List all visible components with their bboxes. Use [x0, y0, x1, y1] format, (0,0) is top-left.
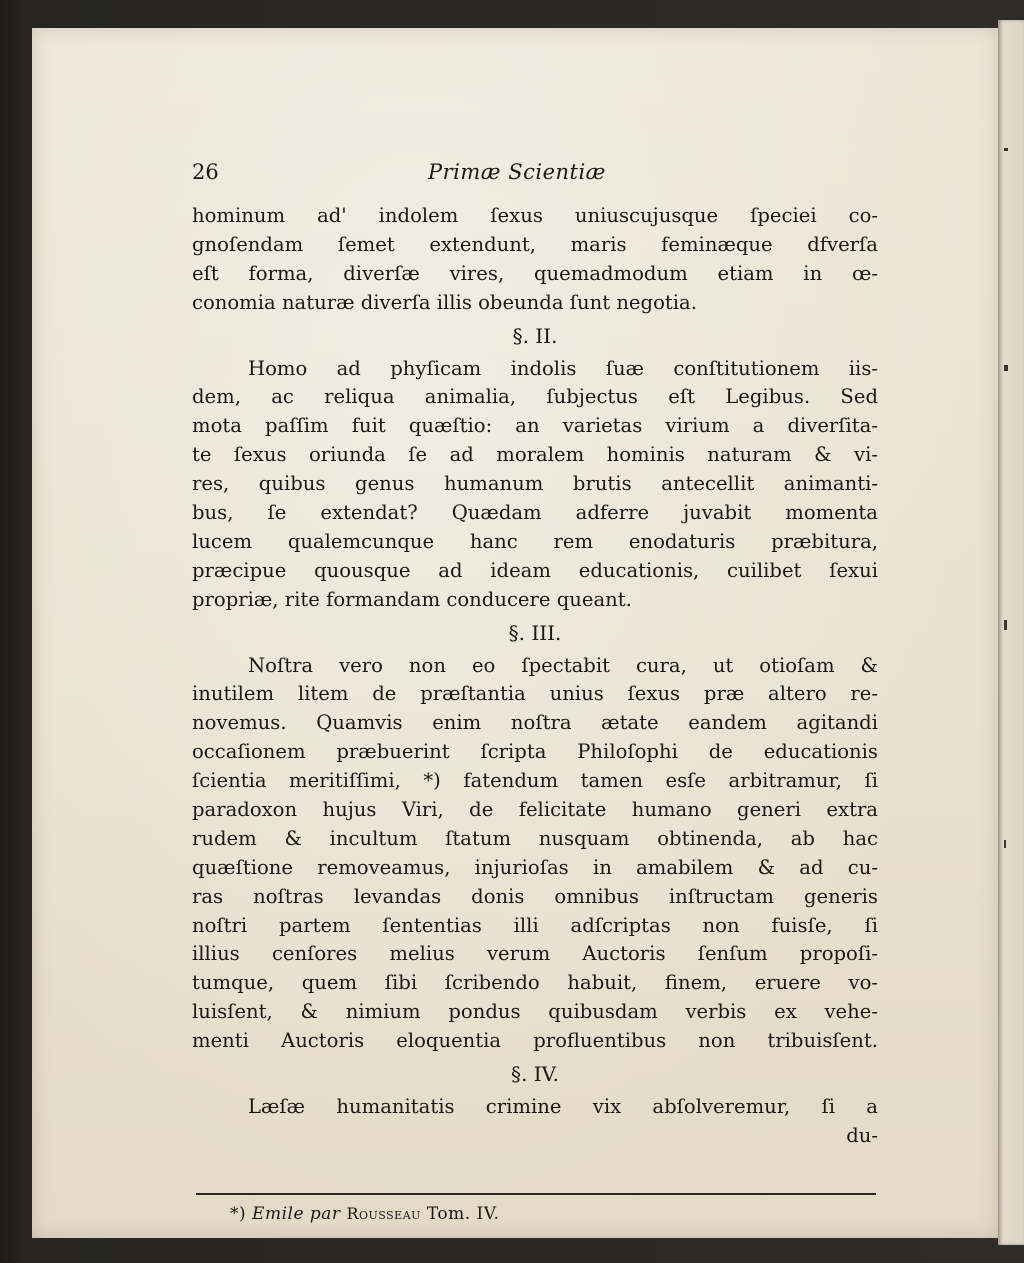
text-line: præcipue quousque ad ideam educationis, cuilibet ſexui: [192, 558, 878, 582]
text-line: Læſæ humanitatis crimine vix abſolveremur, ſi a: [248, 1095, 878, 1119]
section-heading-4: §. IV.: [511, 1062, 559, 1087]
footnote-volume: Tom. IV.: [426, 1204, 500, 1224]
book-page: [32, 28, 998, 1238]
text-line: dem, ac reliqua animalia, ſubjectus eſt Legibus. Sed: [192, 385, 878, 409]
edge-mark: [1004, 148, 1008, 151]
text-line: conomia naturæ diverſa illis obeunda ſunt negotia.: [192, 290, 697, 314]
text-line: eſt forma, diverſæ vires, quemadmodum etiam in œ-: [192, 261, 878, 285]
text-line: lucem qualemcunque hanc rem enodaturis præbitura,: [192, 529, 878, 553]
text-line: noſtri partem ſententias illi adſcriptas non fuisſe, ſi: [192, 913, 878, 937]
catchword: du-: [846, 1123, 878, 1147]
text-line: Noſtra vero non eo ſpectabit cura, ut otioſam &: [248, 653, 878, 677]
text-line: ras noſtras levandas donis omnibus inſtructam generis: [192, 884, 878, 908]
text-line: luisſent, & nimium pondus quibusdam verbis ex vehe-: [192, 1000, 878, 1024]
text-line: te ſexus oriunda ſe ad moralem hominis naturam & vi-: [192, 443, 878, 467]
section-heading-3: §. III.: [508, 620, 562, 645]
text-line: gnoſendam ſemet extendunt, maris feminæque dfverſa: [192, 232, 878, 256]
footnote: [230, 1204, 499, 1224]
text-line: illius cenſores melius verum Auctoris ſenſum propoſi-: [192, 942, 878, 966]
text-line: tumque, quem ſibi ſcribendo habuit, finem, eruere vo-: [192, 971, 878, 995]
running-title: Primæ Scientiæ: [428, 160, 606, 184]
footnote-work: Emile par: [252, 1204, 341, 1224]
text-line: bus, ſe extendat? Quædam adferre juvabit momenta: [192, 501, 878, 525]
text-line: occaſionem præbuerint ſcripta Philoſophi de educationis: [192, 740, 878, 764]
footnote-author: Rousseau: [346, 1204, 421, 1223]
text-line: ſcientia meritiſſimi, *) fatendum tamen esſe arbitramur, ſi: [192, 769, 878, 793]
page-number: 26: [192, 160, 219, 184]
text-line: hominum ad' indolem ſexus uniuscujusque ſpeciei co-: [192, 204, 878, 227]
footnote-marker: *): [230, 1204, 247, 1224]
text-line: inutilem litem de præſtantia unius ſexus præ altero re-: [192, 682, 878, 706]
text-line: propriæ, rite formandam conducere queant.: [192, 587, 632, 611]
text-line: paradoxon hujus Viri, de felicitate humano generi extra: [192, 798, 878, 822]
text-line: rudem & incultum ſtatum nusquam obtinenda, ab hac: [192, 826, 878, 850]
edge-mark: [1004, 365, 1008, 371]
edge-mark: [1004, 620, 1007, 630]
body-text: [192, 202, 878, 1151]
edge-mark: [1004, 840, 1006, 848]
page-header: [32, 160, 998, 186]
footnote-rule: [196, 1193, 876, 1195]
text-line: quæſtione removeamus, injurioſas in amabilem & ad cu-: [192, 855, 878, 879]
text-line: novemus. Quamvis enim noſtra ætate eandem agitandi: [192, 711, 878, 735]
adjacent-page-edge: [998, 20, 1024, 1245]
text-line: res, quibus genus humanum brutis antecellit animanti-: [192, 472, 878, 496]
text-line: menti Auctoris eloquentia profluentibus non tribuisſent.: [192, 1029, 878, 1053]
section-heading-2: §. II.: [512, 323, 558, 348]
text-line: Homo ad phyſicam indolis ſuæ conſtitutionem iis-: [248, 356, 878, 380]
text-line: mota paſſim fuit quæſtio: an varietas virium a diverſita-: [192, 414, 878, 438]
